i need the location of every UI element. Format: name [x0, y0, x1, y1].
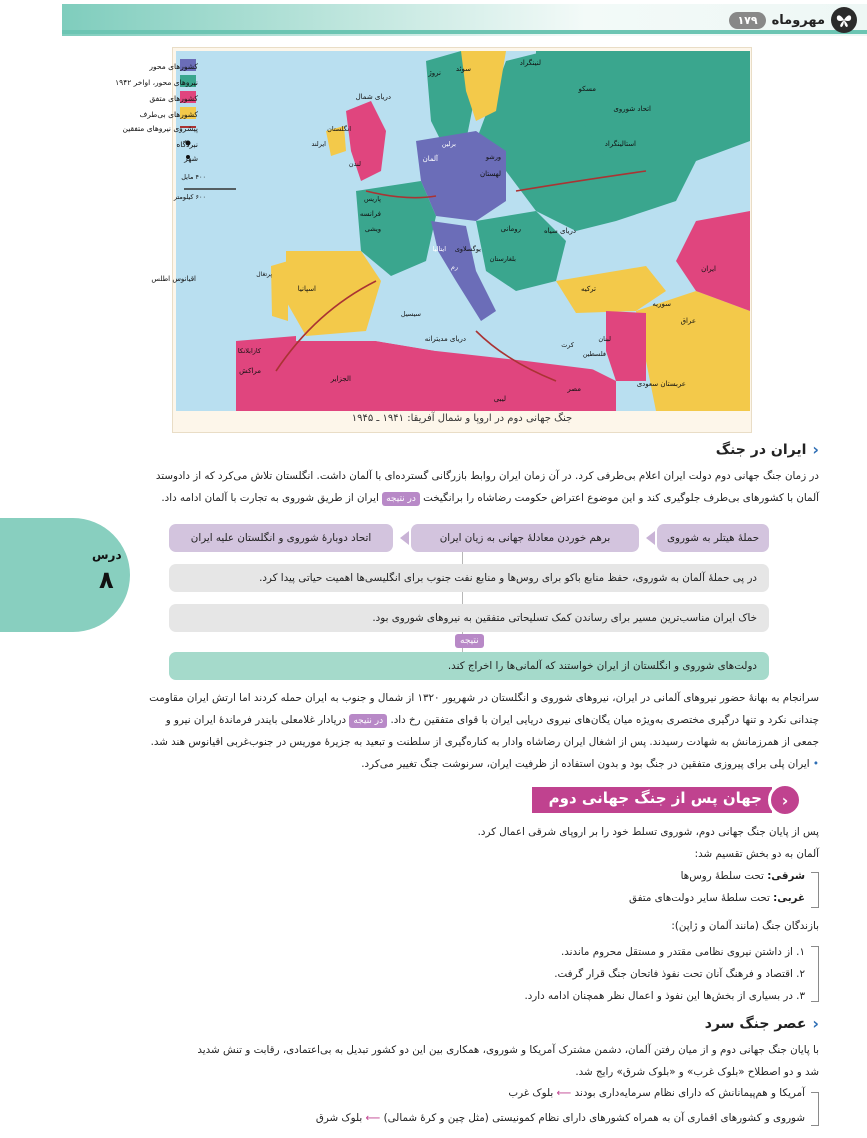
- map-label: لبنان: [598, 335, 611, 343]
- list-item: ۲. اقتصاد و فرهنگ آنان تحت نفوذ فاتحان جنگ قرار گرفت.: [554, 968, 805, 980]
- section-postwar-header: [532, 783, 802, 817]
- scale-miles: ۴۰۰ مایل: [181, 173, 206, 181]
- list-item: ۳. در بسیاری از بخش‌ها این نفوذ و اعمال نظر همچنان ادامه دارد.: [524, 990, 805, 1002]
- chevron-icon: ‹: [768, 783, 802, 817]
- map-label: لندن: [348, 160, 361, 168]
- text-line: پس از پایان جنگ جهانی دوم، شوروی تسلط خود را بر اروپای شرقی اعمال کرد.: [477, 826, 819, 838]
- list-item: [629, 892, 805, 904]
- lesson-label: درس: [92, 548, 122, 562]
- list-item-label: شرقی:: [767, 870, 805, 882]
- map-label: اتحاد شوروی: [613, 105, 651, 113]
- paragraph: جمعی از همرزمانش به شهادت رسیدند. پس از اشغال ایران رضاشاه وادار به کناره‌گیری از سلطنت و تبعید به جزیرهٔ موریس در جنوب‌غربی اقیانوس هند شد.: [150, 736, 819, 748]
- map-label: انگلستان: [327, 125, 351, 133]
- list-item: [681, 870, 805, 882]
- section-iran-in-war: [716, 440, 819, 459]
- text-line: بازندگان جنگ (مانند آلمان و ژاپن):: [671, 920, 819, 932]
- list-item-text: آمریکا و هم‌پیمانانش که دارای نظام سرمایه‌داری بودند: [574, 1087, 805, 1099]
- chevron-icon: ‹: [812, 1014, 819, 1033]
- map-label: رومانی: [500, 225, 521, 233]
- list-item-text: شوروی و کشورهای اقماری آن به همراه کشورهای دارای نظام کمونیستی (مثل چین و کرهٔ شمالی): [383, 1112, 805, 1124]
- connector: [462, 592, 463, 604]
- paragraph: سرانجام به بهانهٔ حضور نیروهای آلمانی در ایران، نیروهای شوروی و انگلستان در شهریور ۱۳۲۰ از شمال و جنوب به ایران حمله کردند اما ارتش ایران مقاومت: [149, 692, 819, 704]
- list-item-text: بلوک شرق: [315, 1112, 363, 1124]
- bracket: [811, 1092, 819, 1126]
- map-label: ایتالیا: [432, 245, 446, 253]
- list-item: [508, 1087, 805, 1099]
- scale-km: ۶۰۰ کیلومتر: [173, 193, 206, 201]
- section-title: جهان پس از جنگ جهانی دوم: [548, 789, 762, 807]
- list-item-text: بلوک غرب: [508, 1087, 554, 1099]
- result-box: دولت‌های شوروی و انگلستان از ایران خواستند که آلمانی‌ها را اخراج کند.: [169, 652, 769, 680]
- legend-neutral: کشورهای بی‌طرف: [139, 110, 198, 119]
- arrow-left-icon: ⟵: [365, 1112, 381, 1124]
- arrow-left-icon: [400, 531, 409, 545]
- butterfly-icon: [831, 7, 857, 33]
- map-label: برلین: [441, 140, 456, 148]
- result-tag: در نتیجه: [382, 492, 420, 506]
- map-label: دریای مدیترانه: [424, 335, 466, 343]
- bracket: [811, 946, 819, 1002]
- map-label: لیبی: [493, 395, 506, 403]
- map-label: ورشو: [485, 153, 501, 161]
- legend-advance: پیشروی نیروهای متفقین: [122, 124, 198, 133]
- list-item: ۱. از داشتن نیروی نظامی مقتدر و مستقل محروم ماندند.: [560, 946, 805, 958]
- text-line: آلمان به دو بخش تقسیم شد:: [694, 848, 819, 860]
- map-label: اقیانوس اطلس: [151, 275, 196, 283]
- map-label: استالینگراد: [604, 140, 636, 148]
- map-label: مصر: [567, 385, 581, 393]
- section-title: ایران در جنگ: [715, 441, 807, 458]
- paragraph: با پایان جنگ جهانی دوم و از میان رفتن آلمان، دشمن مشترک آمریکا و شوروی، همکاری بین این دو کشور تبدیل به بی‌اعتمادی، رقابت و تنش شدید: [197, 1044, 819, 1056]
- paragraph: [104, 710, 819, 730]
- bullet-icon: •: [812, 758, 819, 770]
- ww2-map: [115, 51, 750, 411]
- list-item-text: تحت سلطهٔ سایر دولت‌های متفق: [628, 892, 770, 904]
- map-label: لهستان: [480, 170, 501, 178]
- map-label: اسپانیا: [297, 285, 316, 293]
- map-label: سوریه: [652, 300, 671, 308]
- brand-name: مهروماه: [771, 12, 825, 28]
- list-item-label: غربی:: [773, 892, 805, 904]
- map-label: مسکو: [578, 85, 596, 93]
- page-number: ۱۷۹: [729, 12, 765, 29]
- map-label: عربستان سعودی: [636, 380, 686, 388]
- map-label: لنینگراد: [519, 59, 541, 67]
- legend-axis: کشورهای محور: [149, 62, 198, 71]
- legend-city: شهر: [184, 154, 198, 163]
- legend-allies: کشورهای متفق: [149, 94, 198, 103]
- map-label: رم: [450, 263, 458, 271]
- list-item-text: تحت سلطهٔ روس‌ها: [680, 870, 764, 882]
- map-label: کازابلانکا: [237, 347, 261, 355]
- map-label: دریای سیاه: [543, 227, 576, 235]
- map-label: مراکش: [239, 367, 261, 375]
- map-label: پاریس: [363, 195, 381, 203]
- section-cold-war: [705, 1014, 819, 1033]
- chevron-icon: ‹: [812, 440, 819, 459]
- ww2-map-figure: [115, 47, 752, 433]
- flow-step-2: برهم خوردن معادلهٔ جهانی به زیان ایران: [411, 524, 639, 552]
- map-label: آلمان: [422, 155, 438, 163]
- result-tag: نتیجه: [455, 634, 484, 648]
- paragraph: [104, 754, 819, 774]
- map-label: بلغارستان: [489, 255, 516, 263]
- arrow-left-icon: ⟵: [556, 1087, 572, 1099]
- map-label: ویشی: [364, 225, 381, 233]
- section-title: عصر جنگ سرد: [704, 1015, 807, 1032]
- flow-step-1: حملهٔ هیتلر به شوروی: [657, 524, 769, 552]
- flow-step-3: اتحاد دوبارهٔ شوروی و انگلستان علیه ایران: [169, 524, 393, 552]
- map-label: الجزایر: [330, 375, 351, 383]
- map-label: یوگسلاوی: [454, 245, 481, 253]
- map-label: دریای شمال: [355, 93, 391, 101]
- map-label: ایران: [701, 265, 716, 273]
- map-label: کرت: [561, 341, 574, 349]
- brand-logo: [729, 8, 857, 32]
- map-label: ترکیه: [580, 285, 596, 293]
- legend-axis-forces: نیروهای محور، اواخر ۱۹۴۲: [115, 78, 198, 87]
- paragraph-text: ایران پلی برای پیروزی متفقین در جنگ بود و بدون استفاده از ظرفیت ایران، سرنوشت جنگ تغییر می‌کرد.: [361, 758, 810, 770]
- arrow-left-icon: [646, 531, 655, 545]
- paragraph: در زمان جنگ جهانی دوم دولت ایران اعلام بی‌طرفی کرد. در آن زمان ایران روابط بازرگانی گسترده‌ای با آلمان داشت. انگلستان تلاش می‌کرد که از دادوستد: [155, 470, 819, 482]
- map-label: سوئد: [455, 65, 471, 73]
- map-label: فلسطین: [582, 350, 606, 358]
- info-box-2: خاک ایران مناسب‌ترین مسیر برای رساندن کمک تسلیحاتی متفقین به نیروهای شوروی بود.: [169, 604, 769, 632]
- paragraph: [104, 488, 819, 508]
- paragraph-text: آلمان با کشورهای بی‌طرف جلوگیری کند و این موضوع اعتراض حکومت رضاشاه را برانگیخت: [423, 492, 819, 504]
- connector: [462, 552, 463, 564]
- map-label: ایرلند: [311, 140, 326, 148]
- lesson-number: ۸: [99, 566, 114, 594]
- bracket: [811, 872, 819, 908]
- map-label: عراق: [680, 317, 696, 325]
- paragraph-text: چندانی نکرد و تنها درگیری مختصری به‌ویژه میان یگان‌های نیروی دریایی ایران با قوای متفقین رخ داد.: [390, 714, 819, 726]
- list-item: [316, 1112, 805, 1124]
- map-label: فرانسه: [359, 210, 381, 218]
- map-label: پرتغال: [256, 271, 272, 278]
- info-box-1: در پی حملهٔ آلمان به شوروی، حفظ منابع باکو برای روس‌ها و منابع نفت جنوب برای انگلیسی‌ها اهمیت حیاتی پیدا کرد.: [169, 564, 769, 592]
- paragraph-text: ایران از طریق شوروی به تجارت با آلمان ادامه داد.: [161, 492, 379, 504]
- result-tag: در نتیجه: [349, 714, 387, 728]
- paragraph-text: دریادار غلامعلی بایندر فرماندهٔ ایران نیرو و: [165, 714, 347, 726]
- legend-battle: نبردگاه: [176, 140, 198, 149]
- paragraph: شد و دو اصطلاح «بلوک غرب» و «بلوک شرق» رایج شد.: [575, 1066, 819, 1078]
- map-label: سیسیل: [400, 310, 421, 318]
- map-caption: جنگ جهانی دوم در اروپا و شمال آفریقا: ۱۹۴۱ ـ ۱۹۴۵: [351, 413, 573, 424]
- map-label: نروژ: [428, 69, 441, 77]
